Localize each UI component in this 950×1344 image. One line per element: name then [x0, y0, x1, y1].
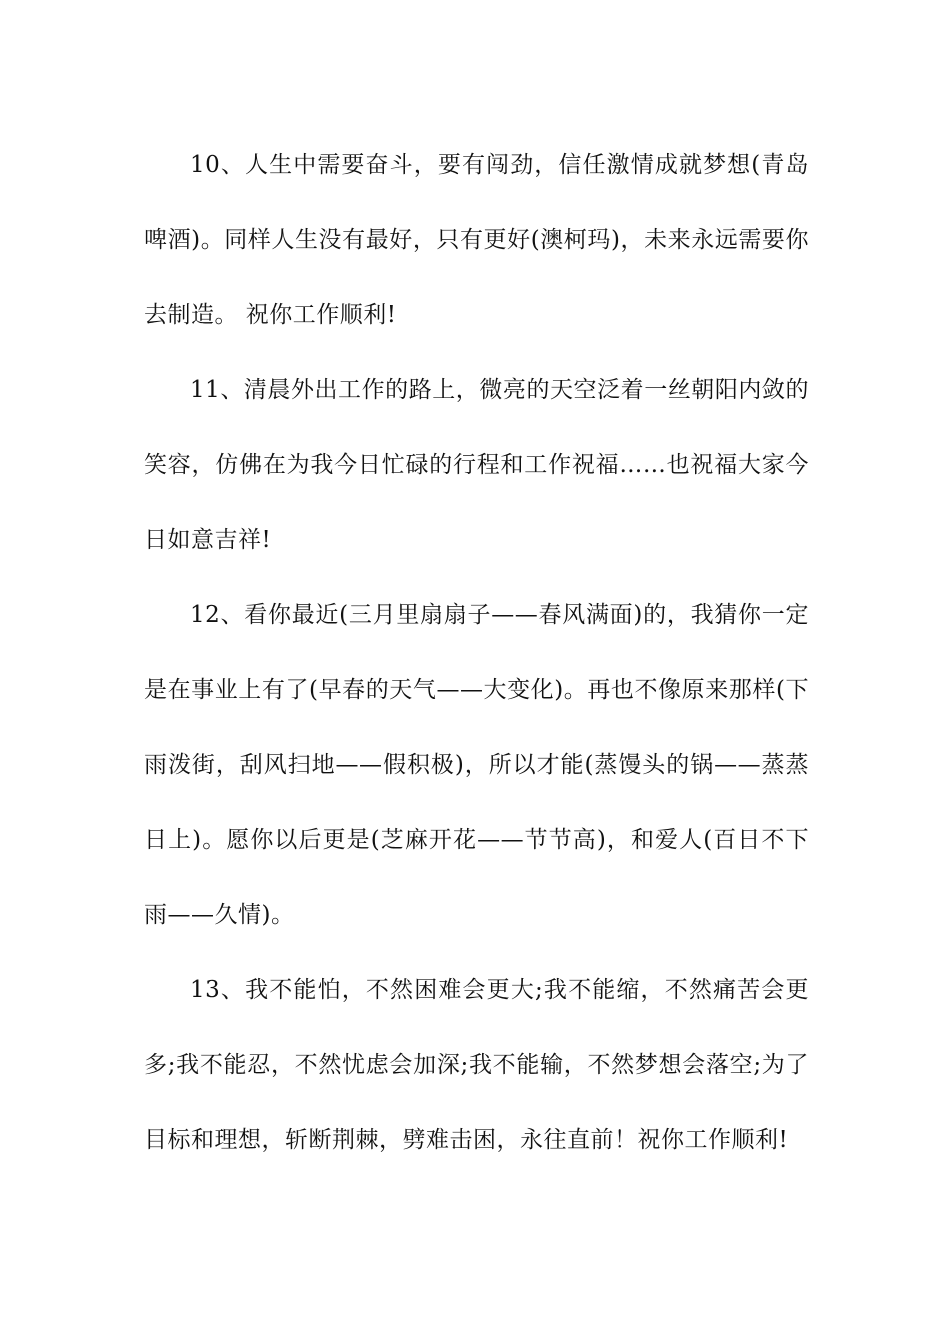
- paragraph-12: 12、看你最近(三月里扇扇子——春风满面)的，我猜你一定是在事业上有了(早春的天气——大变化)。再也不像原来那样(下雨泼街，刮风扫地——假积极)，所以才能(蒸馒头的锅——蒸蒸日上)。愿你以后更是(芝麻开花——节节高)，和爱人(百日不下雨——久情)。: [144, 602, 809, 928]
- paragraph-11: 11、清晨外出工作的路上，微亮的天空泛着一丝朝阳内敛的笑容，仿佛在为我今日忙碌的行程和工作祝福……也祝福大家今日如意吉祥!: [144, 377, 809, 553]
- document-body: [144, 128, 809, 1178]
- paragraph-13: 13、我不能怕，不然困难会更大;我不能缩，不然痛苦会更多;我不能忍，不然忧虑会加深;我不能输，不然梦想会落空;为了目标和理想，斩断荆棘，劈难击困，永往直前！祝你工作顺利!: [144, 977, 809, 1153]
- paragraph-10: 10、人生中需要奋斗，要有闯劲，信任激情成就梦想(青岛啤酒)。同样人生没有最好，只有更好(澳柯玛)，未来永远需要你去制造。 祝你工作顺利!: [144, 152, 809, 328]
